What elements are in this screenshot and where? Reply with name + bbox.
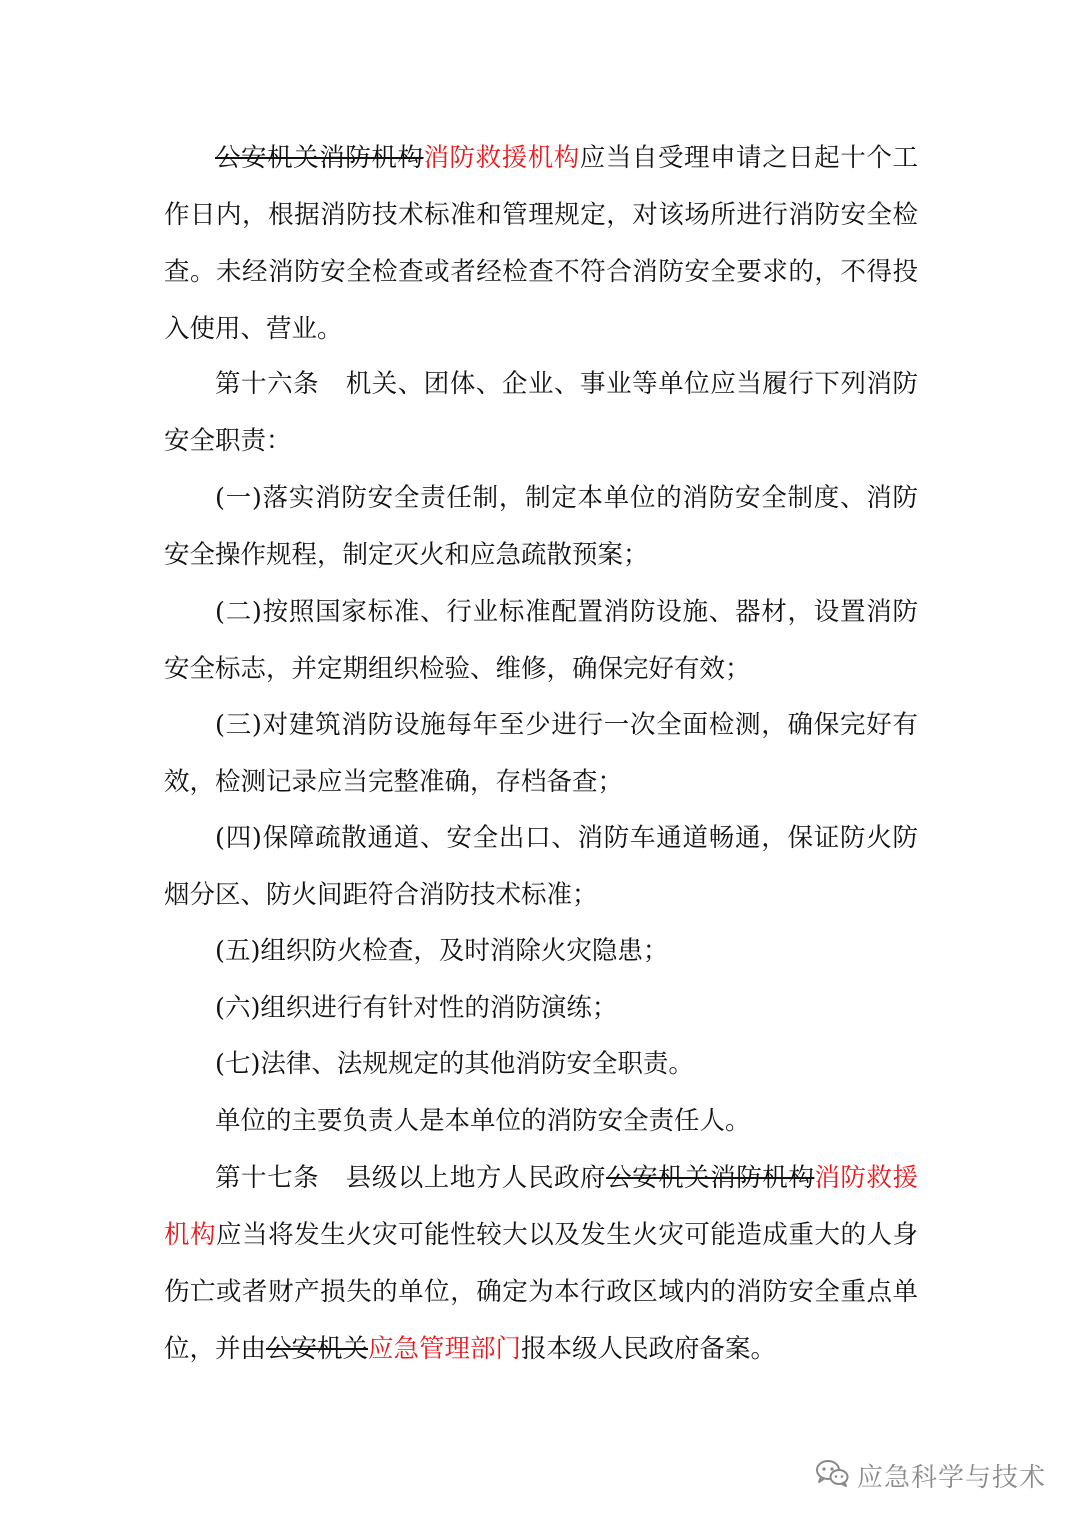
paragraph-text: 应当将发生火灾可能性较大以及发生火灾可能造成重大的人身伤亡或者财产损失的单位，确定为本行政区域内的消防安全重点单位，并由 [164,1220,918,1364]
list-item: (四)保障疏散通道、安全出口、消防车通道畅通，保证防火防烟分区、防火间距符合消防技术标准； [164,823,918,910]
paragraph-text: 县级以上地方人民政府 [345,1163,607,1193]
paragraph-text: 应当自受理申请之日起十个工作日内，根据消防技术标准和管理规定，对该场所进行消防安全检查。未经消防安全检查或者经检查不符合消防安全要求的，不得投入使用、营业。 [164,143,918,344]
deleted-text: 公安机关 [266,1334,369,1364]
article-title: 第十六条 [215,369,320,399]
list-item: (六)组织进行有针对性的消防演练； [215,993,618,1023]
article-intro: 机关、团体、企业、事业等单位应当履行下列消防安全职责： [164,369,918,456]
wechat-icon [815,1458,849,1492]
list-item: (七)法律、法规规定的其他消防安全职责。 [215,1049,694,1079]
list-item: (五)组织防火检查，及时消除火灾隐患； [215,936,669,966]
article-title: 第十七条 [215,1163,320,1193]
paragraph-approval [164,130,918,358]
inserted-text: 消防救援机构 [164,1163,918,1250]
inserted-text: 应急管理部门 [368,1334,522,1364]
article-16-heading [164,356,918,470]
deleted-text: 公安机关消防机构 [215,143,424,173]
list-item: (二)按照国家标准、行业标准配置消防设施、器材，设置消防安全标志，并定期组织检验、维修，确保完好有效； [164,597,918,684]
list-item: (三)对建筑消防设施每年至少进行一次全面检测，确保完好有效，检测记录应当完整准确，存档备查； [164,710,918,797]
inserted-text: 消防救援机构 [423,143,580,173]
deleted-text: 公安机关消防机构 [606,1163,815,1193]
responsible-person-paragraph: 单位的主要负责人是本单位的消防安全责任人。 [215,1106,751,1136]
list-item: (一)落实消防安全责任制，制定本单位的消防安全制度、消防安全操作规程，制定灭火和应急疏散预案； [164,483,918,570]
watermark-text: 应急科学与技术 [856,1462,1046,1493]
watermark [815,1453,1046,1497]
paragraph-text: 报本级人民政府备案。 [521,1334,777,1364]
article-17-paragraph [164,1150,918,1378]
